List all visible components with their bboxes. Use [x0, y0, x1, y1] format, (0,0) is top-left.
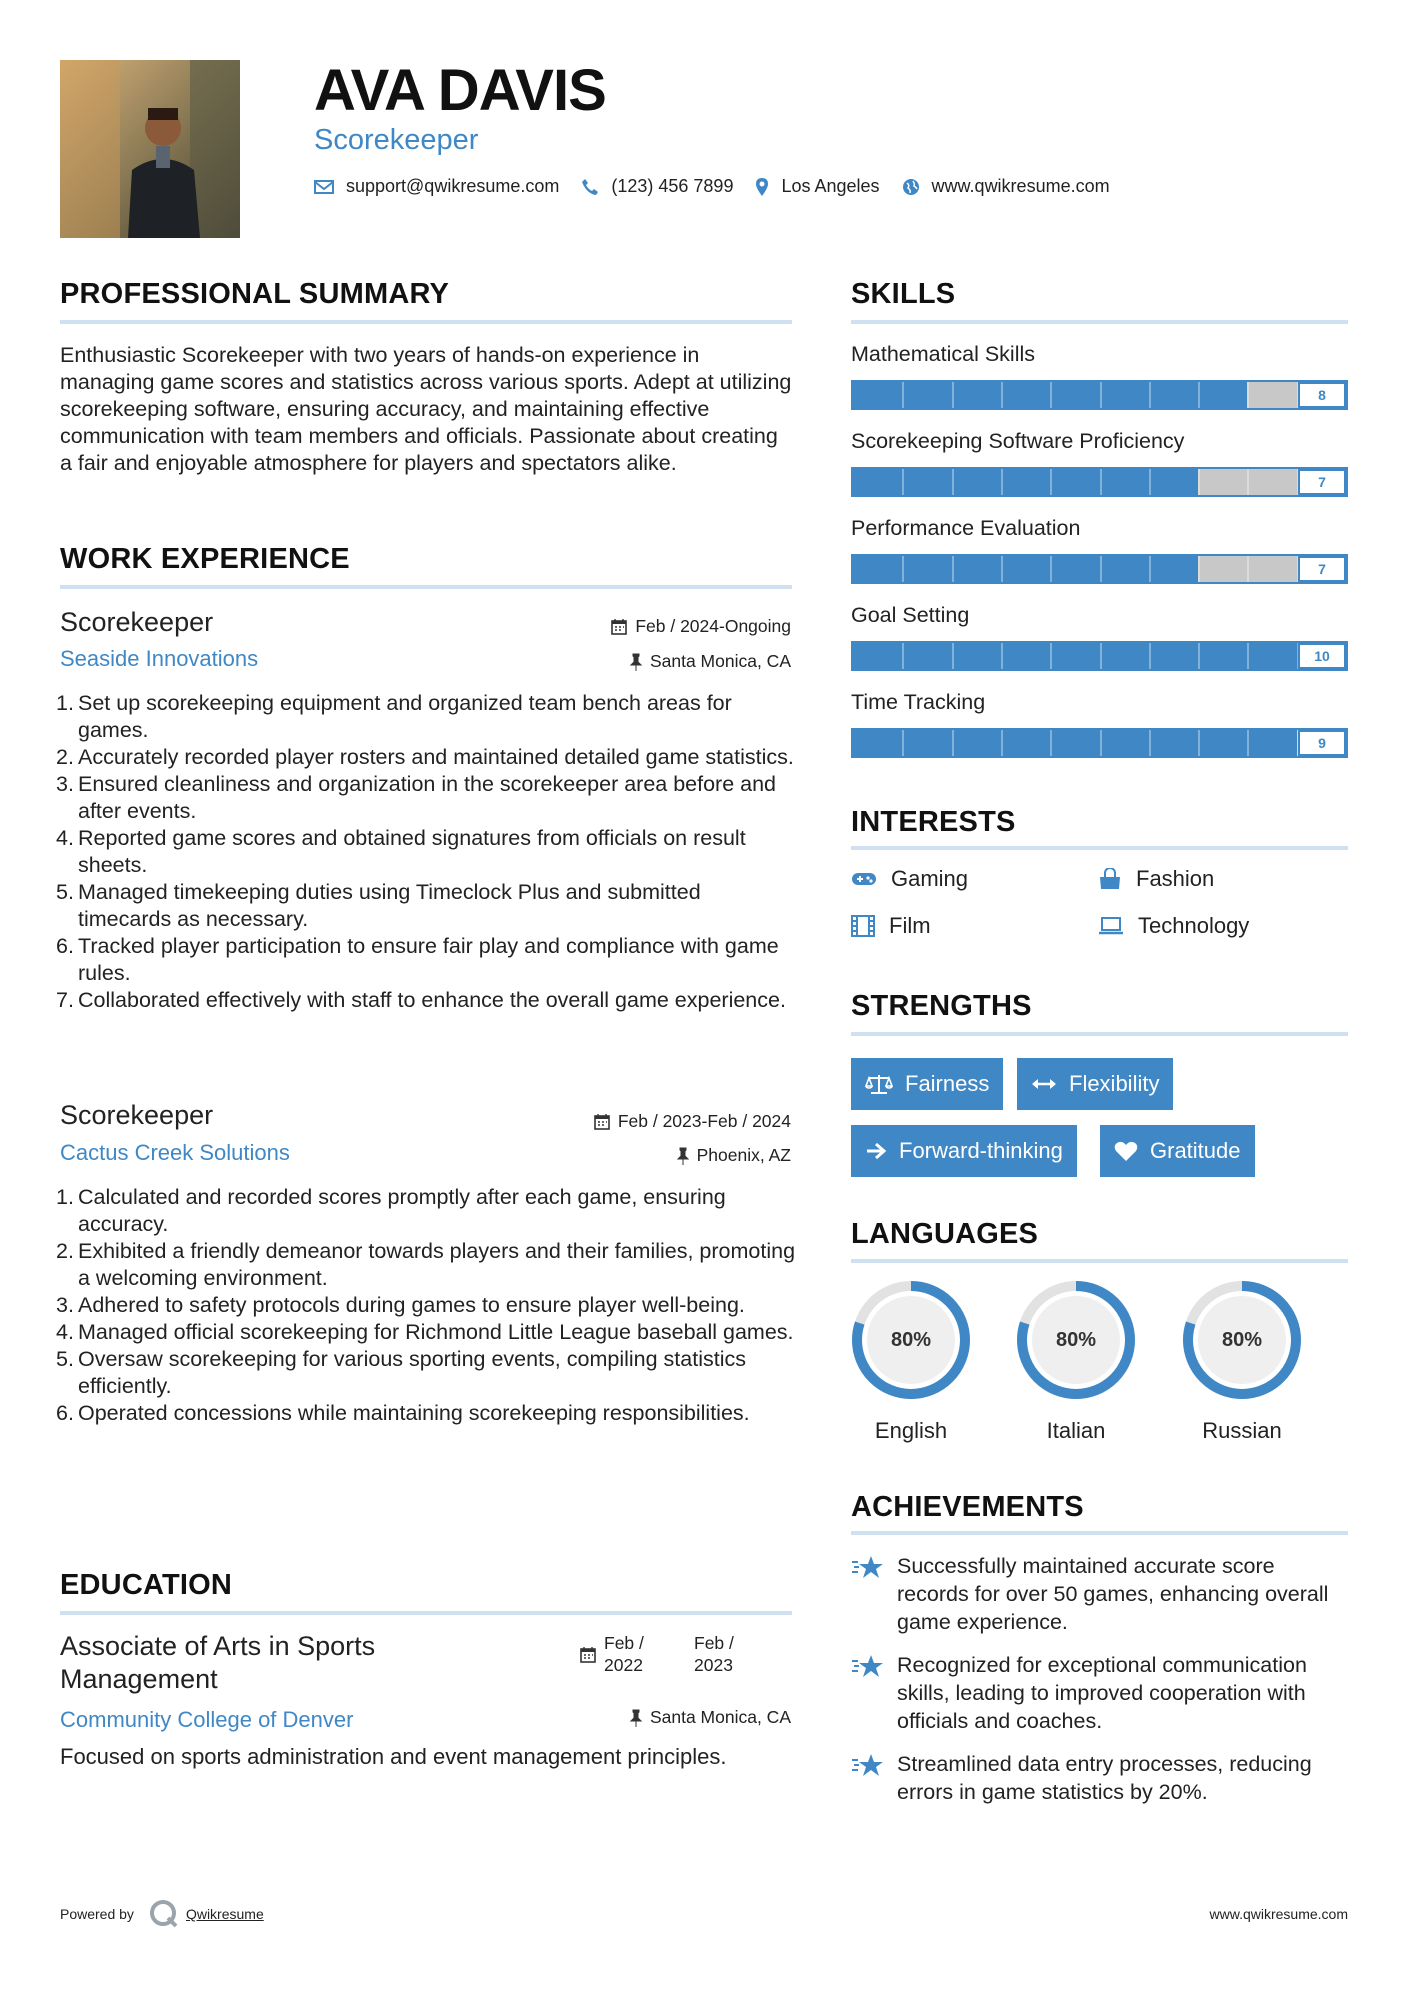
shopping-bag-icon	[1098, 868, 1122, 890]
list-item: 7. Collaborated effectively with staff to enhance the overall game experience.	[56, 988, 786, 1012]
bullet-text: Collaborated effectively with staff to enhance the overall game experience.	[78, 988, 786, 1012]
arrow-right-icon	[865, 1141, 887, 1161]
achievement-item	[851, 1750, 1351, 1806]
language-item	[1014, 1278, 1138, 1444]
skill-bar-segment	[1100, 382, 1102, 408]
strengths-heading: STRENGTHS	[851, 990, 1032, 1022]
skill-bar-segment	[902, 730, 904, 756]
bullet-text: Managed timekeeping duties using Timeclock Plus and submitted timecards as necessary.	[78, 880, 701, 931]
skill-bar-segment	[902, 643, 904, 669]
skill-bar-segment	[1100, 469, 1102, 495]
bullet-text: Reported game scores and obtained signatures from officials on result sheets.	[78, 826, 746, 877]
star-award-icon	[851, 1554, 885, 1582]
education-description: Focused on sports administration and event management principles.	[60, 1744, 727, 1769]
skill-value: 7	[1298, 469, 1346, 495]
skill-bar-segment	[1001, 643, 1003, 669]
list-item: 1. Set up scorekeeping equipment and organized team bench areas for games.	[56, 691, 732, 742]
skill-bar	[851, 380, 1348, 410]
skill-bar-segment	[902, 382, 904, 408]
achievement-text: Streamlined data entry processes, reducing errors in game statistics by 20%.	[897, 1752, 1312, 1804]
skill-bar-fill	[853, 556, 1198, 582]
email-text: support@qwikresume.com	[346, 176, 560, 196]
list-item: 6. Operated concessions while maintaining scorekeeping responsibilities.	[56, 1401, 750, 1425]
skill-bar	[851, 554, 1348, 584]
bullet-text: Adhered to safety protocols during games to ensure player well-being.	[78, 1293, 745, 1317]
achievements-heading: ACHIEVEMENTS	[851, 1491, 1084, 1523]
interest-item	[851, 866, 968, 892]
job-location	[630, 651, 791, 672]
summary-rule	[60, 320, 792, 324]
job-bullets	[56, 1184, 796, 1427]
language-item	[849, 1278, 973, 1444]
skills-heading: SKILLS	[851, 278, 956, 310]
interest-label: Fashion	[1136, 866, 1215, 891]
pin-icon	[630, 1709, 642, 1727]
list-item: 5. Oversaw scorekeeping for various sporting events, compiling statistics efficiently.	[56, 1347, 746, 1398]
language-name: Russian	[1202, 1418, 1282, 1443]
skill-bar-segment	[952, 730, 954, 756]
contact-phone[interactable]	[581, 176, 733, 197]
balance-scale-icon	[865, 1073, 893, 1095]
list-item: 2. Exhibited a friendly demeanor towards players and their families, promoting a welcoming environment.	[56, 1239, 796, 1290]
education-start-year: 2022	[604, 1655, 643, 1675]
contact-bar	[314, 176, 1132, 197]
envelope-icon	[314, 179, 334, 195]
phone-icon	[581, 178, 599, 196]
skill-value: 7	[1298, 556, 1346, 582]
star-award-icon	[851, 1752, 885, 1780]
job-location-text: Phoenix, AZ	[696, 1145, 791, 1165]
skill-bar-segment	[952, 382, 954, 408]
skill-bar-segment	[1247, 730, 1249, 756]
bullet-text: Ensured cleanliness and organization in the scorekeeper area before and after events.	[78, 772, 777, 823]
calendar-icon	[594, 1113, 610, 1130]
candidate-name: AVA DAVIS	[314, 58, 606, 123]
star-award-icon	[851, 1653, 885, 1681]
education-heading: EDUCATION	[60, 1569, 233, 1601]
calendar-icon	[611, 618, 627, 635]
arrows-horizontal-icon	[1031, 1076, 1057, 1092]
language-item	[1180, 1278, 1304, 1444]
contact-email[interactable]	[314, 176, 559, 197]
skill-name: Time Tracking	[851, 690, 986, 714]
bullet-text: Exhibited a friendly demeanor towards players and their families, promoting a welcoming environment.	[78, 1239, 796, 1290]
skill-bar-segment	[1149, 469, 1151, 495]
education-end-year: 2023	[694, 1655, 733, 1675]
location-text: Los Angeles	[781, 176, 880, 196]
interest-label: Technology	[1138, 913, 1250, 938]
interests-rule	[851, 846, 1348, 850]
job-dates	[594, 1111, 791, 1132]
interest-label: Gaming	[891, 866, 969, 891]
strength-tag	[851, 1125, 1077, 1177]
education-dates	[580, 1632, 784, 1676]
list-item: 3. Ensured cleanliness and organization in the scorekeeper area before and after events.	[56, 772, 777, 823]
job-company: Seaside Innovations	[60, 646, 259, 671]
skill-bar-segment	[1247, 382, 1249, 408]
strengths-rule	[851, 1032, 1348, 1036]
job-title: Scorekeeper	[60, 607, 214, 637]
education-start	[604, 1632, 694, 1676]
achievement-text: Recognized for exceptional communication skills, leading to improved cooperation with officials and coaches.	[897, 1653, 1307, 1733]
list-item: 2. Accurately recorded player rosters and maintained detailed game statistics.	[56, 745, 794, 769]
job-dates	[611, 616, 791, 637]
achievements-rule	[851, 1531, 1348, 1535]
footer-url[interactable]: www.qwikresume.com	[1209, 1906, 1348, 1922]
strength-label: Forward-thinking	[899, 1138, 1063, 1163]
skill-bar-segment	[952, 643, 954, 669]
powered-by-text: Powered by	[60, 1906, 134, 1922]
education-degree: Associate of Arts in Sports Management	[60, 1631, 376, 1694]
skill-bar-segment	[1100, 556, 1102, 582]
experience-rule	[60, 585, 792, 589]
education-location	[630, 1707, 791, 1728]
skill-bar-segment	[1001, 469, 1003, 495]
education-end-month: Feb /	[694, 1633, 734, 1653]
skill-name: Mathematical Skills	[851, 342, 1035, 366]
language-percent: 80%	[1055, 1328, 1097, 1351]
job-company: Cactus Creek Solutions	[60, 1140, 290, 1165]
skill-bar-segment	[1001, 382, 1003, 408]
skill-bar-fill	[853, 730, 1297, 756]
education-school: Community College of Denver	[60, 1707, 354, 1732]
achievement-item	[851, 1552, 1351, 1636]
job-dates-text: Feb / 2023-Feb / 2024	[617, 1111, 791, 1131]
interest-item	[1098, 866, 1214, 892]
skill-bar-segment	[1247, 556, 1249, 582]
bullet-text: Operated concessions while maintaining scorekeeping responsibilities.	[78, 1401, 750, 1425]
language-name: Italian	[1046, 1418, 1106, 1443]
globe-icon	[902, 178, 920, 196]
skill-bar-segment	[1198, 382, 1200, 408]
heart-icon	[1114, 1140, 1138, 1162]
map-marker-icon	[755, 177, 769, 197]
achievement-item	[851, 1651, 1351, 1735]
skill-bar-segment	[1149, 730, 1151, 756]
skill-bar-segment	[1001, 556, 1003, 582]
list-item: 6. Tracked player participation to ensure fair play and compliance with game rules.	[56, 934, 779, 985]
bullet-text: Oversaw scorekeeping for various sporting events, compiling statistics efficiently.	[78, 1347, 746, 1398]
summary-text: Enthusiastic Scorekeeper with two years of hands-on experience in managing game scores and statistics across various sports. Adept at utilizing scorekeeping software, ensuring accuracy, and maintaining effective communication with team members and officials. Passionate about creating a fair and enjoyable atmosphere for players and spectators alike.	[60, 343, 792, 475]
footer-powered-by	[60, 1898, 264, 1930]
job-location-text: Santa Monica, CA	[649, 651, 791, 671]
skill-bar-segment	[902, 556, 904, 582]
phone-text: (123) 456 7899	[611, 176, 734, 196]
contact-location	[755, 176, 879, 197]
bullet-text: Managed official scorekeeping for Richmond Little League baseball games.	[78, 1320, 794, 1344]
languages-rule	[851, 1259, 1348, 1263]
strength-tag	[1017, 1058, 1173, 1110]
skills-rule	[851, 320, 1348, 324]
summary-heading: PROFESSIONAL SUMMARY	[60, 278, 450, 310]
skill-bar-segment	[1198, 556, 1200, 582]
skill-bar	[851, 467, 1348, 497]
gamepad-icon	[851, 870, 877, 888]
skill-bar-segment	[1149, 382, 1151, 408]
job-title: Scorekeeper	[60, 1100, 214, 1130]
education-location-text: Santa Monica, CA	[649, 1707, 791, 1727]
bullet-text: Set up scorekeeping equipment and organized team bench areas for games.	[78, 691, 732, 742]
skill-name: Performance Evaluation	[851, 516, 1081, 540]
interest-item	[851, 913, 931, 939]
languages-heading: LANGUAGES	[851, 1218, 1039, 1250]
bullet-text: Tracked player participation to ensure fair play and compliance with game rules.	[78, 934, 779, 985]
job-bullets	[56, 690, 796, 1014]
skill-bar-segment	[1198, 469, 1200, 495]
skill-bar-segment	[902, 469, 904, 495]
calendar-icon	[580, 1646, 596, 1663]
experience-heading: WORK EXPERIENCE	[60, 543, 350, 575]
skill-bar-segment	[1100, 730, 1102, 756]
contact-website[interactable]	[902, 176, 1110, 197]
skill-bar-fill	[853, 469, 1198, 495]
skill-bar-segment	[1149, 643, 1151, 669]
strength-label: Gratitude	[1150, 1138, 1241, 1163]
interest-item	[1098, 913, 1249, 939]
film-icon	[851, 915, 875, 937]
pin-icon	[630, 653, 642, 671]
candidate-title: Scorekeeper	[314, 124, 479, 156]
job-location	[677, 1145, 791, 1166]
skill-bar	[851, 641, 1348, 671]
interests-heading: INTERESTS	[851, 806, 1016, 838]
language-percent: 80%	[1221, 1328, 1263, 1351]
education-rule	[60, 1611, 792, 1615]
strength-label: Flexibility	[1069, 1071, 1160, 1096]
strength-tag	[1100, 1125, 1255, 1177]
list-item: 5. Managed timekeeping duties using Timeclock Plus and submitted timecards as necessary.	[56, 880, 701, 931]
skill-value: 9	[1298, 730, 1346, 756]
skill-bar-segment	[1198, 730, 1200, 756]
job-dates-text: Feb / 2024-Ongoing	[635, 616, 791, 636]
skill-bar-segment	[1050, 730, 1052, 756]
list-item: 3. Adhered to safety protocols during games to ensure player well-being.	[56, 1293, 745, 1317]
qwikresume-logo-icon	[148, 1898, 180, 1930]
skill-bar-segment	[1100, 643, 1102, 669]
skill-bar-segment	[1149, 556, 1151, 582]
skill-value: 8	[1298, 382, 1346, 408]
education-end	[694, 1632, 784, 1676]
skill-bar-segment	[1050, 556, 1052, 582]
skill-bar-segment	[952, 469, 954, 495]
strength-tag	[851, 1058, 1003, 1110]
achievement-text: Successfully maintained accurate score records for over 50 games, enhancing overall game experience.	[897, 1554, 1329, 1634]
brand-link[interactable]: Qwikresume	[185, 1906, 264, 1922]
skill-name: Goal Setting	[851, 603, 970, 627]
list-item: 1. Calculated and recorded scores promptly after each game, ensuring accuracy.	[56, 1185, 726, 1236]
skill-name: Scorekeeping Software Proficiency	[851, 429, 1185, 453]
skill-bar-segment	[1001, 730, 1003, 756]
education-start-month: Feb /	[604, 1633, 644, 1653]
list-item: 4. Reported game scores and obtained signatures from officials on result sheets.	[56, 826, 746, 877]
bullet-text: Accurately recorded player rosters and maintained detailed game statistics.	[78, 745, 794, 769]
skill-bar-segment	[1198, 643, 1200, 669]
interest-label: Film	[889, 913, 931, 938]
pin-icon	[677, 1147, 689, 1165]
skill-bar-segment	[952, 556, 954, 582]
skill-value: 10	[1298, 643, 1346, 669]
skill-bar-segment	[1050, 382, 1052, 408]
website-text: www.qwikresume.com	[931, 176, 1110, 196]
skill-bar-segment	[1050, 643, 1052, 669]
skill-bar-segment	[1247, 469, 1249, 495]
skill-bar-segment	[1247, 643, 1249, 669]
laptop-icon	[1098, 917, 1124, 935]
list-item: 4. Managed official scorekeeping for Richmond Little League baseball games.	[56, 1320, 794, 1344]
skill-bar	[851, 728, 1348, 758]
language-name: English	[874, 1418, 948, 1443]
skill-bar-segment	[1050, 469, 1052, 495]
language-percent: 80%	[890, 1328, 932, 1351]
bullet-text: Calculated and recorded scores promptly after each game, ensuring accuracy.	[78, 1185, 726, 1236]
strength-label: Fairness	[905, 1071, 990, 1096]
profile-photo	[60, 60, 240, 238]
